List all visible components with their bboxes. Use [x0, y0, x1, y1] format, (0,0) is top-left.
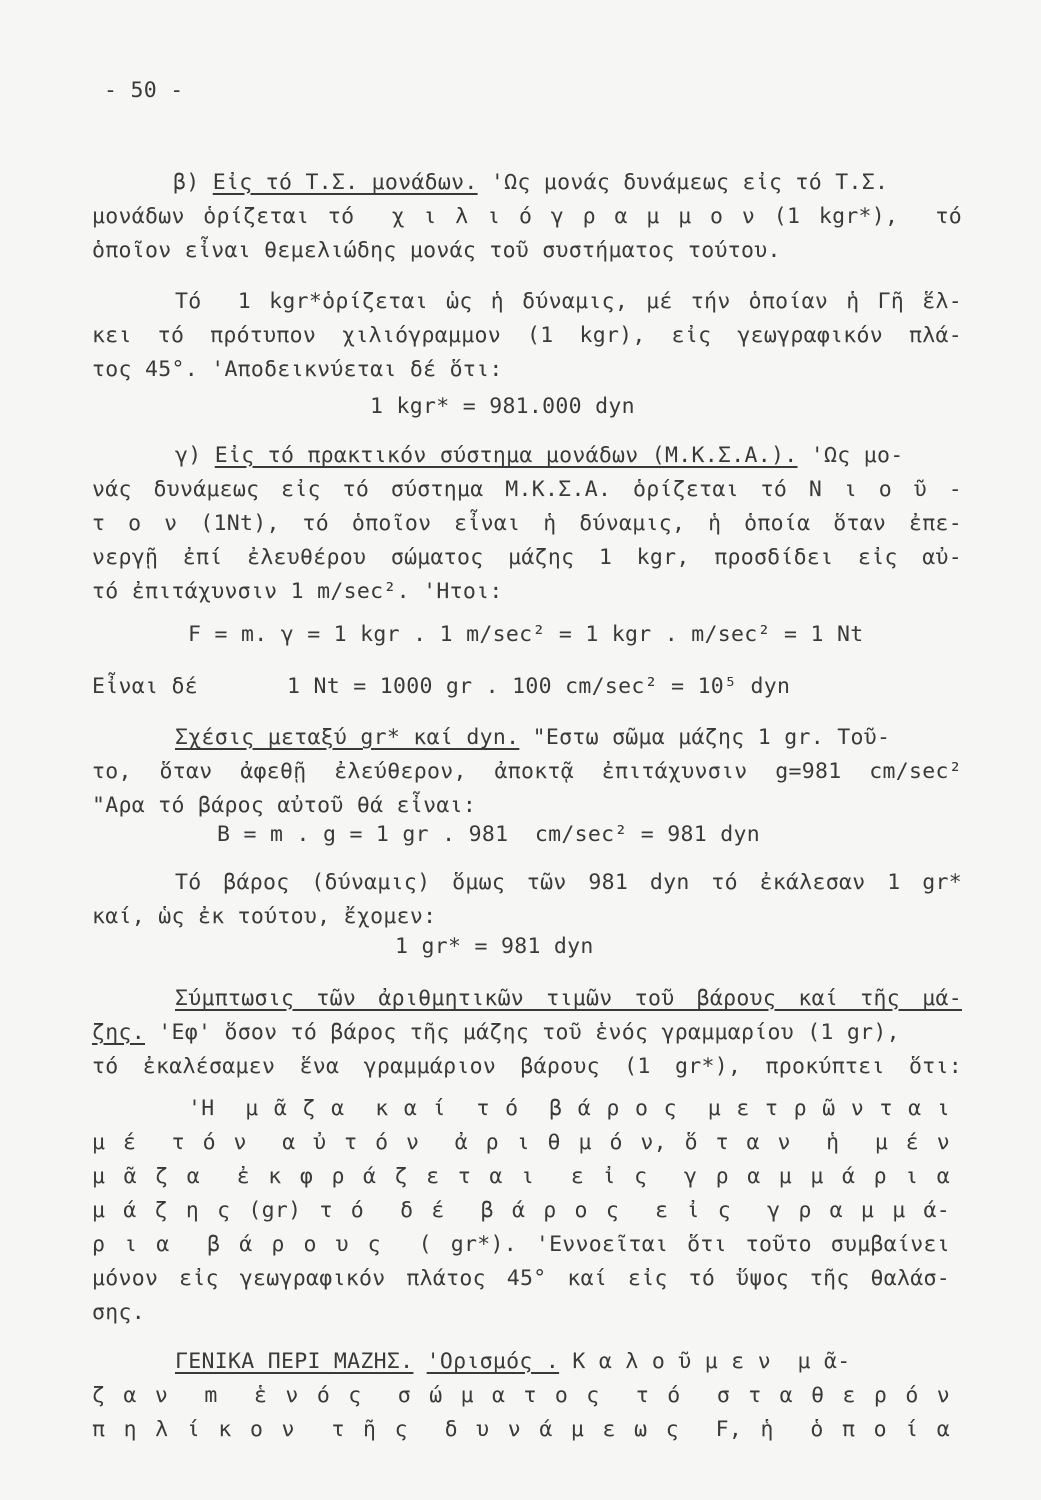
- paragraph-line: "Αρα τό βάρος αὐτοῦ θά εἶναι:: [92, 793, 477, 818]
- section-label: β): [173, 170, 213, 195]
- paragraph-line: νεργῇ ἐπί ἐλευθέρου σώματος μάζης 1 kgr, προσδίδει εἰς αὐ-: [92, 545, 962, 570]
- section-heading: Σύμπτωσις τῶν ἀριθμητικῶν τιμῶν τοῦ βάρους καί τῆς μά-: [175, 986, 962, 1011]
- paragraph-line: Εἶναι δέ: [92, 674, 198, 699]
- paragraph-line: ρ ι α β ά ρ ο υ ς ( gr*). 'Εννοεῖται ὅτι τοῦτο συμβαίνει: [92, 1232, 950, 1257]
- section-heading: ΓΕΝΙΚΑ ΠΕΡΙ ΜΑΖΗΣ.: [175, 1349, 414, 1374]
- section-heading: Εἰς τό Τ.Σ. μονάδων.: [212, 170, 478, 195]
- section-heading: ζης.: [92, 1020, 145, 1045]
- section-label: γ): [175, 443, 215, 468]
- section-heading: Εἰς τό πρακτικόν σύστημα μονάδων (Μ.Κ.Σ.Α.).: [214, 443, 798, 468]
- paragraph-text: "Εστω σῶμα μάζης 1 gr. Τοῦ-: [519, 725, 891, 750]
- section-heading: Σχέσις μεταξύ gr* καί dyn.: [175, 725, 520, 750]
- paragraph-line: Τό 1 kgr*ὁρίζεται ὡς ἡ δύναμις, μέ τήν ὁποίαν ἡ Γῆ ἕλ-: [175, 289, 962, 314]
- paragraph-text: 'Ως μονάς δυνάμεως εἰς τό Τ.Σ.: [477, 170, 889, 195]
- paragraph-line: π η λ ί κ ο ν τ ῆ ς δ υ ν ά μ ε ω ς F, ἡ ὁ π ο ί α: [92, 1417, 950, 1442]
- paragraph-line: [173, 168, 888, 198]
- paragraph-line: τος 45°. 'Αποδεικνύεται δέ ὅτι:: [92, 357, 503, 382]
- formula: 1 gr* = 981 dyn: [395, 934, 594, 959]
- paragraph-line: τ ο ν (1Nt), τό ὁποῖον εἶναι ἡ δύναμις, ἡ ὁποία ὅταν ἐπε-: [92, 511, 962, 536]
- page-number: - 50 -: [104, 78, 184, 103]
- formula: 1 Nt = 1000 gr . 100 cm/sec² = 10⁵ dyn: [287, 674, 791, 699]
- paragraph-line: Τό βάρος (δύναμις) ὅμως τῶν 981 dyn τό ἐκάλεσαν 1 gr*: [175, 870, 962, 895]
- formula: B = m . g = 1 gr . 981 cm/sec² = 981 dyn: [217, 822, 761, 847]
- paragraph-line: [175, 441, 903, 471]
- paragraph-line: καί, ὡς ἐκ τούτου, ἔχομεν:: [92, 904, 437, 929]
- paragraph-line: [175, 723, 890, 753]
- paragraph-line: ὁποῖον εἶναι θεμελιώδης μονάς τοῦ συστήματος τούτου.: [92, 238, 781, 263]
- paragraph-text: 'Ως μο-: [797, 443, 904, 468]
- paragraph-line: το, ὅταν ἀφεθῇ ἐλεύθερον, ἀποκτᾷ ἐπιτάχυνσιν g=981 cm/sec²: [92, 759, 962, 784]
- paragraph-text: 'Εφ' ὅσον τό βάρος τῆς μάζης τοῦ ἑνός γραμμαρίου (1 gr),: [144, 1020, 900, 1045]
- definition-heading: 'Ορισμός .: [426, 1349, 560, 1374]
- formula: F = m. γ = 1 kgr . 1 m/sec² = 1 kgr . m/sec² = 1 Nt: [188, 622, 864, 647]
- paragraph-line: κει τό πρότυπον χιλιόγραμμον (1 kgr), εἰς γεωγραφικόν πλά-: [92, 323, 962, 348]
- paragraph-text: Κ α λ ο ῦ μ ε ν μ ᾶ-: [572, 1349, 851, 1374]
- paragraph-line: τό ἐπιτάχυνσιν 1 m/sec². 'Ητοι:: [92, 579, 503, 604]
- paragraph-line: σης.: [92, 1300, 145, 1325]
- paragraph-line: [92, 1018, 900, 1048]
- paragraph-line: μόνον εἰς γεωγραφικόν πλάτος 45° καί εἰς τό ὕψος τῆς θαλάσ-: [92, 1266, 950, 1291]
- paragraph-line: 'Η μ ᾶ ζ α κ α ί τ ό β ά ρ ο ς μ ε τ ρ ῶ ν τ α ι: [188, 1096, 950, 1121]
- paragraph-line: μονάδων ὁρίζεται τό χ ι λ ι ό γ ρ α μ μ ο ν (1 kgr*), τό: [92, 204, 962, 229]
- paragraph-line: τό ἐκαλέσαμεν ἕνα γραμμάριον βάρους (1 gr*), προκύπτει ὅτι:: [92, 1054, 962, 1079]
- paragraph-line: νάς δυνάμεως εἰς τό σύστημα Μ.Κ.Σ.Α. ὁρίζεται τό Ν ι ο ῦ -: [92, 477, 962, 502]
- paragraph-line: μ έ τ ό ν α ὐ τ ό ν ἀ ρ ι θ μ ό ν, ὅ τ α ν ἡ μ έ ν: [92, 1130, 950, 1155]
- formula: 1 kgr* = 981.000 dyn: [370, 394, 635, 419]
- paragraph-line: [175, 1347, 851, 1377]
- paragraph-line: μ ά ζ η ς (gr) τ ό δ έ β ά ρ ο ς ε ἰ ς γ ρ α μ μ ά-: [92, 1198, 950, 1223]
- paragraph-line: ζ α ν m ἑ ν ό ς σ ώ μ α τ ο ς τ ό σ τ α θ ε ρ ό ν: [92, 1383, 950, 1408]
- paragraph-line: μ ᾶ ζ α ἐ κ φ ρ ά ζ ε τ α ι ε ἰ ς γ ρ α μ μ ά ρ ι α: [92, 1164, 950, 1189]
